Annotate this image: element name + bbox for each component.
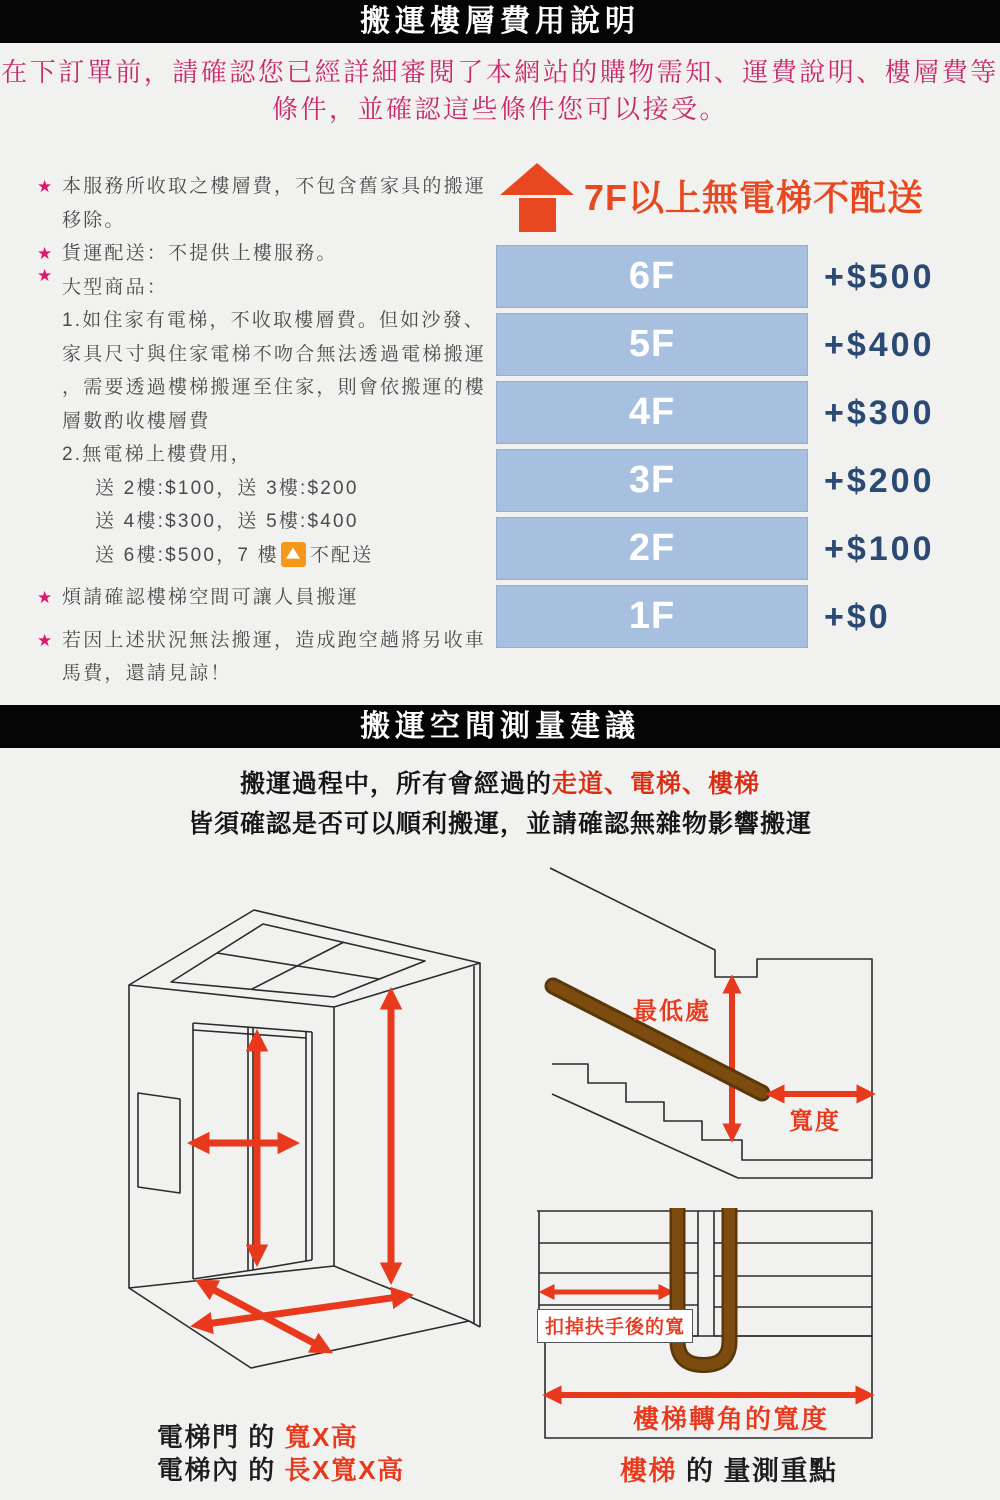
note-line: ★ 貨運配送：不提供上樓服務。 bbox=[35, 237, 500, 271]
caption-red: 長X寬X高 bbox=[284, 1455, 405, 1485]
note-line: 馬費，還請見諒！ bbox=[62, 663, 232, 684]
advice-line1-red: 走道、電梯、樓梯 bbox=[552, 770, 761, 798]
note-line: 送 2樓:$100，送 3樓:$200 bbox=[95, 477, 359, 499]
note-line: ，需要透過樓梯搬運至住家，則會依搬運的樓 bbox=[62, 377, 487, 398]
floor-label: 3F bbox=[496, 449, 808, 512]
floor-label: 2F bbox=[496, 517, 808, 580]
note-line: ★ 若因上述狀況無法搬運，造成跑空趟將另收車 bbox=[35, 624, 500, 658]
floor-fee: +$100 bbox=[824, 530, 935, 568]
note-line: 家具尺寸與住家電梯不吻合無法透過電梯搬運 bbox=[62, 343, 487, 365]
intro-text bbox=[0, 54, 1000, 128]
note-line: 送 6樓:$500，7 樓 不配送 bbox=[35, 539, 500, 573]
elevator-caption bbox=[157, 1421, 405, 1487]
stairs-side-diagram bbox=[530, 862, 985, 1192]
no-elevator-warning: 7F以上無電梯不配送 bbox=[584, 177, 925, 218]
caption-red: 寬X高 bbox=[284, 1422, 359, 1452]
floor-row bbox=[496, 245, 996, 308]
measure-advice-text bbox=[0, 764, 1000, 844]
advice-line2: 皆須確認是否可以順利搬運，並請確認無雜物影響搬運 bbox=[187, 810, 812, 838]
floor-fee: +$300 bbox=[824, 394, 935, 432]
floor-fee: +$500 bbox=[824, 258, 935, 296]
section2-banner-title: 搬運空間測量建議 bbox=[0, 705, 1000, 748]
note-line: 1.如住家有電梯，不收取樓層費。但如沙發、 bbox=[62, 310, 486, 331]
floor-row bbox=[496, 449, 996, 512]
floor-label: 6F bbox=[496, 245, 808, 308]
intro-line2: 條件，並確認這些條件您可以接受。 bbox=[271, 94, 728, 124]
floor-label: 4F bbox=[496, 381, 808, 444]
note-line: ★ 煩請確認樓梯空間可讓人員搬運 bbox=[35, 581, 500, 615]
floor-row bbox=[496, 313, 996, 376]
floor-row bbox=[496, 517, 996, 580]
floor-fee: +$0 bbox=[824, 598, 891, 636]
note-line: 送 4樓:$300，送 5樓:$400 bbox=[95, 511, 359, 532]
star-bullet-icon: ★ bbox=[37, 265, 53, 285]
advice-line1-black: 搬運過程中，所有會經過的 bbox=[239, 770, 552, 798]
floor-fee: +$400 bbox=[824, 326, 935, 364]
elevator-inner-caption bbox=[157, 1454, 405, 1487]
caption-black: 電梯內 的 bbox=[157, 1455, 285, 1485]
floor-label: 5F bbox=[496, 313, 808, 376]
lowest-point-label: 最低處 bbox=[633, 998, 711, 1025]
elevator-door-caption bbox=[157, 1421, 405, 1454]
note-line: 2.無電梯上樓費用， bbox=[62, 444, 252, 465]
floor-fee: +$200 bbox=[824, 462, 935, 500]
star-bullet-icon: ★ bbox=[37, 177, 53, 196]
corner-width-label: 樓梯轉角的寬度 bbox=[633, 1404, 830, 1434]
advice-line1 bbox=[0, 764, 1000, 804]
note-line: ★ 本服務所收取之樓層費，不包含舊家具的搬運 bbox=[35, 170, 500, 204]
elevator-measure-arrows bbox=[196, 996, 405, 1349]
up-triangle-icon bbox=[281, 542, 306, 567]
star-bullet-icon: ★ bbox=[37, 244, 53, 263]
note-line: 層數酌收樓層費 bbox=[62, 410, 211, 432]
star-bullet-icon: ★ bbox=[37, 630, 53, 650]
width-after-handrail-label: 扣掉扶手後的寬 bbox=[537, 1309, 693, 1343]
caption-black: 電梯門 的 bbox=[157, 1422, 285, 1452]
caption-black: 的 量測重點 bbox=[677, 1456, 838, 1486]
section1-banner-title: 搬運樓層費用說明 bbox=[0, 0, 1000, 43]
floor-row bbox=[496, 585, 996, 648]
star-bullet-icon: ★ bbox=[37, 588, 53, 607]
fee-notes-list bbox=[35, 170, 500, 691]
floor-label: 1F bbox=[496, 585, 808, 648]
up-arrow-icon bbox=[498, 161, 578, 235]
stairs-caption bbox=[620, 1449, 838, 1488]
elevator-diagram bbox=[90, 880, 510, 1470]
caption-red: 樓梯 bbox=[620, 1456, 677, 1486]
note-line: ★ 大型商品： bbox=[35, 271, 500, 305]
note-line: 移除。 bbox=[62, 209, 126, 231]
floor-fee-table bbox=[496, 245, 996, 653]
intro-line1: 在下訂單前，請確認您已經詳細審閱了本網站的購物需知、運費說明、樓層費等 bbox=[1, 57, 999, 87]
width-label: 寬度 bbox=[789, 1108, 841, 1135]
floor-row bbox=[496, 381, 996, 444]
